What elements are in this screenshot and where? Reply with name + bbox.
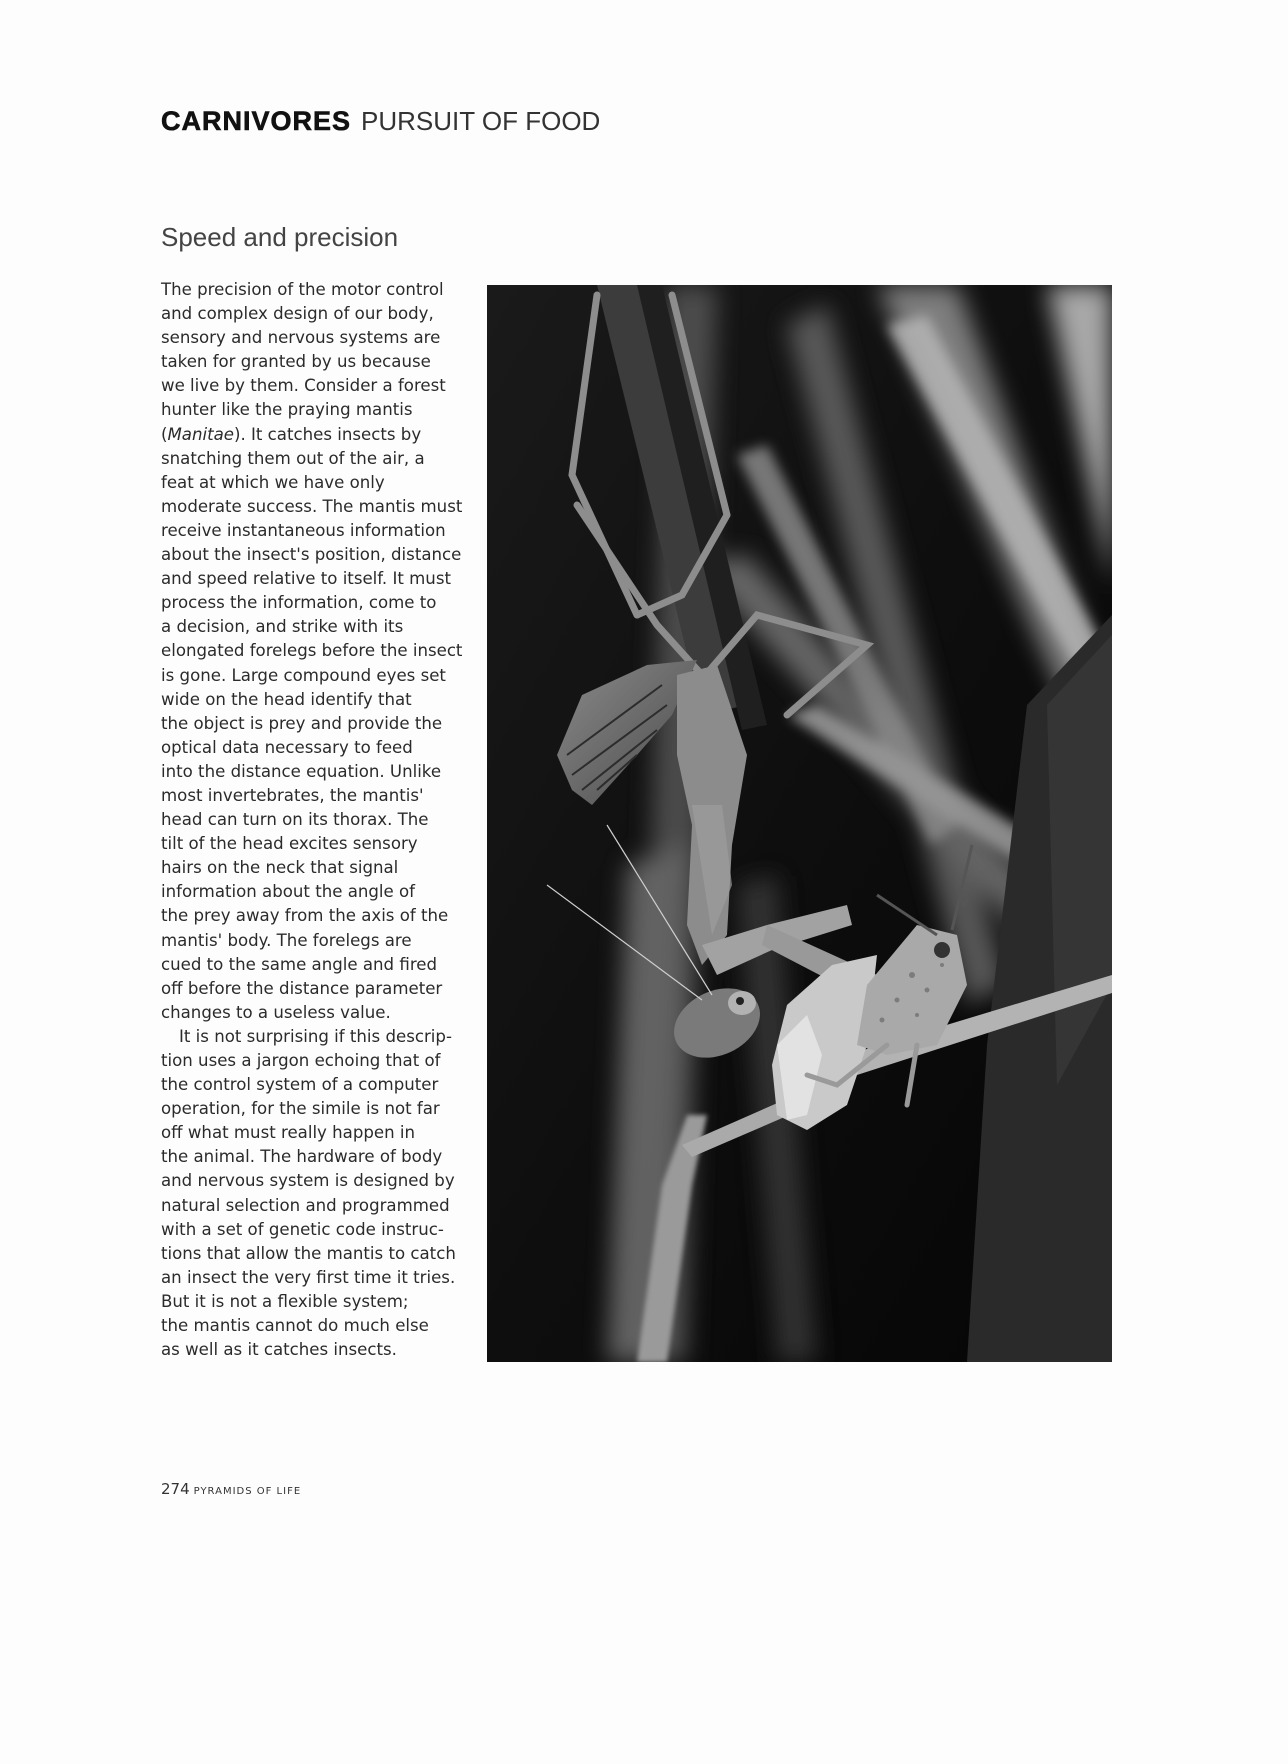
- body-line: operation, for the simile is not far: [161, 1099, 440, 1119]
- body-line: into the distance equation. Unlike: [161, 761, 442, 781]
- body-line: taken for granted by us because: [161, 352, 431, 372]
- body-line: most invertebrates, the mantis': [161, 785, 424, 805]
- mantis-photo: [487, 285, 1112, 1362]
- body-line: sensory and nervous systems are: [161, 328, 441, 348]
- article-title: Speed and precision: [161, 222, 399, 252]
- page-footer: [161, 1479, 301, 1498]
- body-line: mantis' body. The forelegs are: [161, 930, 412, 950]
- body-line: process the information, come to: [161, 593, 437, 613]
- body-line: But it is not a flexible system;: [161, 1291, 409, 1311]
- body-line: snatching them out of the air, a: [161, 448, 425, 468]
- body-line: about the insect's position, distance: [161, 545, 462, 565]
- body-line-pre: (: [161, 424, 168, 444]
- article-body: [161, 278, 461, 1362]
- body-line: hairs on the neck that signal: [161, 858, 399, 878]
- mantis-photo-icon: [487, 285, 1112, 1362]
- body-line: off before the distance parameter: [161, 978, 443, 998]
- body-line: and nervous system is designed by: [161, 1171, 455, 1191]
- section-subtitle: PURSUIT OF FOOD: [361, 106, 601, 136]
- body-line: receive instantaneous information: [161, 520, 446, 540]
- body-line: the object is prey and provide the: [161, 713, 443, 733]
- body-line: elongated forelegs before the insect: [161, 641, 463, 661]
- book-title: PYRAMIDS OF LIFE: [193, 1486, 302, 1497]
- species-name: Manitae: [167, 424, 234, 444]
- body-line: and complex design of our body,: [161, 304, 434, 324]
- body-line: we live by them. Consider a forest: [161, 376, 446, 396]
- body-line: head can turn on its thorax. The: [161, 810, 429, 830]
- body-line-post: ). It catches insects by: [233, 424, 422, 444]
- running-header: [161, 108, 600, 135]
- body-line: The precision of the motor control: [161, 280, 444, 299]
- body-line: off what must really happen in: [161, 1123, 416, 1143]
- section-title: CARNIVORES: [161, 106, 352, 136]
- body-line: hunter like the praying mantis: [161, 400, 413, 420]
- body-line: the mantis cannot do much else: [161, 1316, 429, 1336]
- body-line: the animal. The hardware of body: [161, 1147, 443, 1167]
- body-line: with a set of genetic code instruc-: [161, 1219, 444, 1239]
- body-line: is gone. Large compound eyes set: [161, 665, 446, 685]
- body-line: tions that allow the mantis to catch: [161, 1243, 456, 1263]
- page-number: 274: [161, 1480, 190, 1498]
- body-line: feat at which we have only: [161, 472, 385, 492]
- body-line: [161, 423, 461, 447]
- body-line: the prey away from the axis of the: [161, 906, 449, 926]
- body-line: tilt of the head excites sensory: [161, 834, 418, 854]
- body-line: natural selection and programmed: [161, 1195, 450, 1215]
- body-line: as well as it catches insects.: [161, 1340, 397, 1360]
- body-line: and speed relative to itself. It must: [161, 569, 451, 589]
- body-line: the control system of a computer: [161, 1075, 439, 1095]
- body-line: an insect the very first time it tries.: [161, 1267, 456, 1287]
- body-line: information about the angle of: [161, 882, 416, 902]
- body-line: changes to a useless value.: [161, 1002, 391, 1022]
- body-line: It is not surprising if this descrip-: [179, 1026, 452, 1046]
- body-line: wide on the head identify that: [161, 689, 412, 709]
- body-line: a decision, and strike with its: [161, 617, 404, 637]
- body-line: tion uses a jargon echoing that of: [161, 1051, 441, 1070]
- body-line: moderate success. The mantis must: [161, 496, 463, 516]
- body-line: optical data necessary to feed: [161, 737, 413, 757]
- body-line: cued to the same angle and fired: [161, 954, 438, 974]
